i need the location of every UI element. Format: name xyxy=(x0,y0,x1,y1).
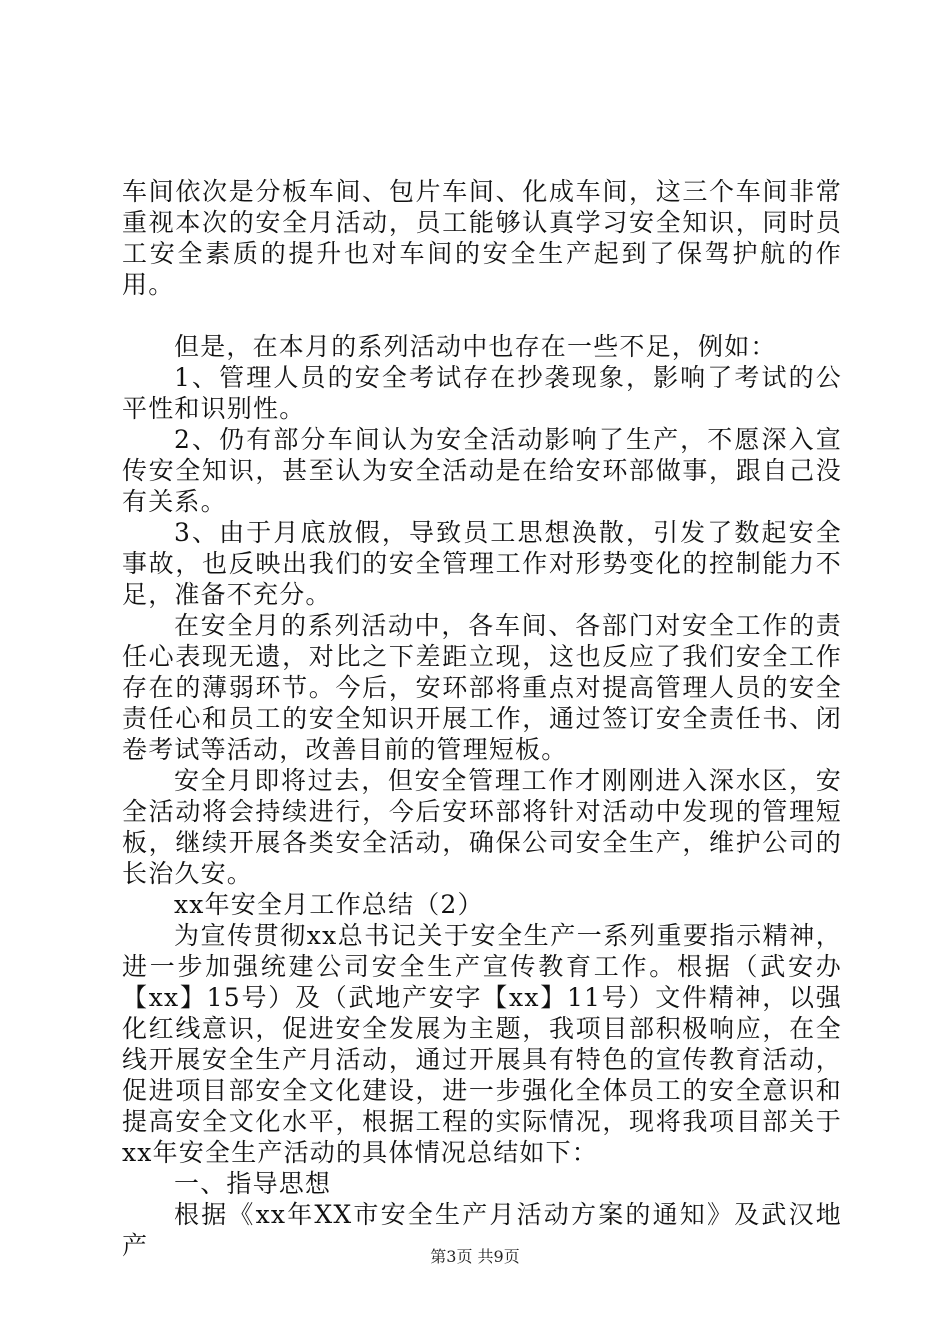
paragraph-shortcoming-3: 3、由于月底放假，导致员工思想涣散，引发了数起安全事故，也反映出我们的安全管理工作对形势变化的控制能力不足，准备不充分。 xyxy=(122,518,842,609)
document-body xyxy=(122,176,842,1261)
page-number-footer: 第3页 共9页 xyxy=(430,1247,520,1266)
paragraph-shortcoming-1: 1、管理人员的安全考试存在抄袭现象，影响了考试的公平性和识别性。 xyxy=(122,363,842,423)
section-heading-summary-2: xx年安全月工作总结（2） xyxy=(174,890,484,919)
paragraph-responsibility: 在安全月的系列活动中，各车间、各部门对安全工作的责任心表现无遗，对比之下差距立现，这也反应了我们安全工作存在的薄弱环节。今后，安环部将重点对提高管理人员的安全责任心和员工的安全知识开展工作，通过签订安全责任书、闭卷考试等活动，改善目前的管理短板。 xyxy=(122,611,842,764)
paragraph-conclusion: 安全月即将过去，但安全管理工作才刚刚进入深水区，安全活动将会持续进行，今后安环部将针对活动中发现的管理短板，继续开展各类安全活动，确保公司安全生产，维护公司的长治久安。 xyxy=(122,766,842,888)
paragraph-background: 为宣传贯彻xx总书记关于安全生产一系列重要指示精神，进一步加强统建公司安全生产宣传教育工作。根据（武安办【xx】15号）及（武地产安字【xx】11号）文件精神，以强化红线意识，促进安全发展为主题，我项目部积极响应，在全线开展安全生产月活动，通过开展具有特色的宣传教育活动，促进项目部安全文化建设，进一步强化全体员工的安全意识和提高安全文化水平，根据工程的实际情况，现将我项目部关于xx年安全生产活动的具体情况总结如下： xyxy=(122,921,842,1167)
paragraph-shortcomings-intro: 但是，在本月的系列活动中也存在一些不足，例如： xyxy=(174,332,777,361)
paragraph-guiding-basis: 根据《xx年XX市安全生产月活动方案的通知》及武汉地产 xyxy=(122,1200,842,1260)
paragraph-continuation: 车间依次是分板车间、包片车间、化成车间，这三个车间非常重视本次的安全月活动，员工能够认真学习安全知识，同时员工安全素质的提升也对车间的安全生产起到了保驾护航的作用。 xyxy=(122,177,842,299)
paragraph-shortcoming-2: 2、仍有部分车间认为安全活动影响了生产，不愿深入宣传安全知识，甚至认为安全活动是在给安环部做事，跟自己没有关系。 xyxy=(122,425,842,516)
section-heading-guiding-thought: 一、指导思想 xyxy=(174,1169,332,1198)
